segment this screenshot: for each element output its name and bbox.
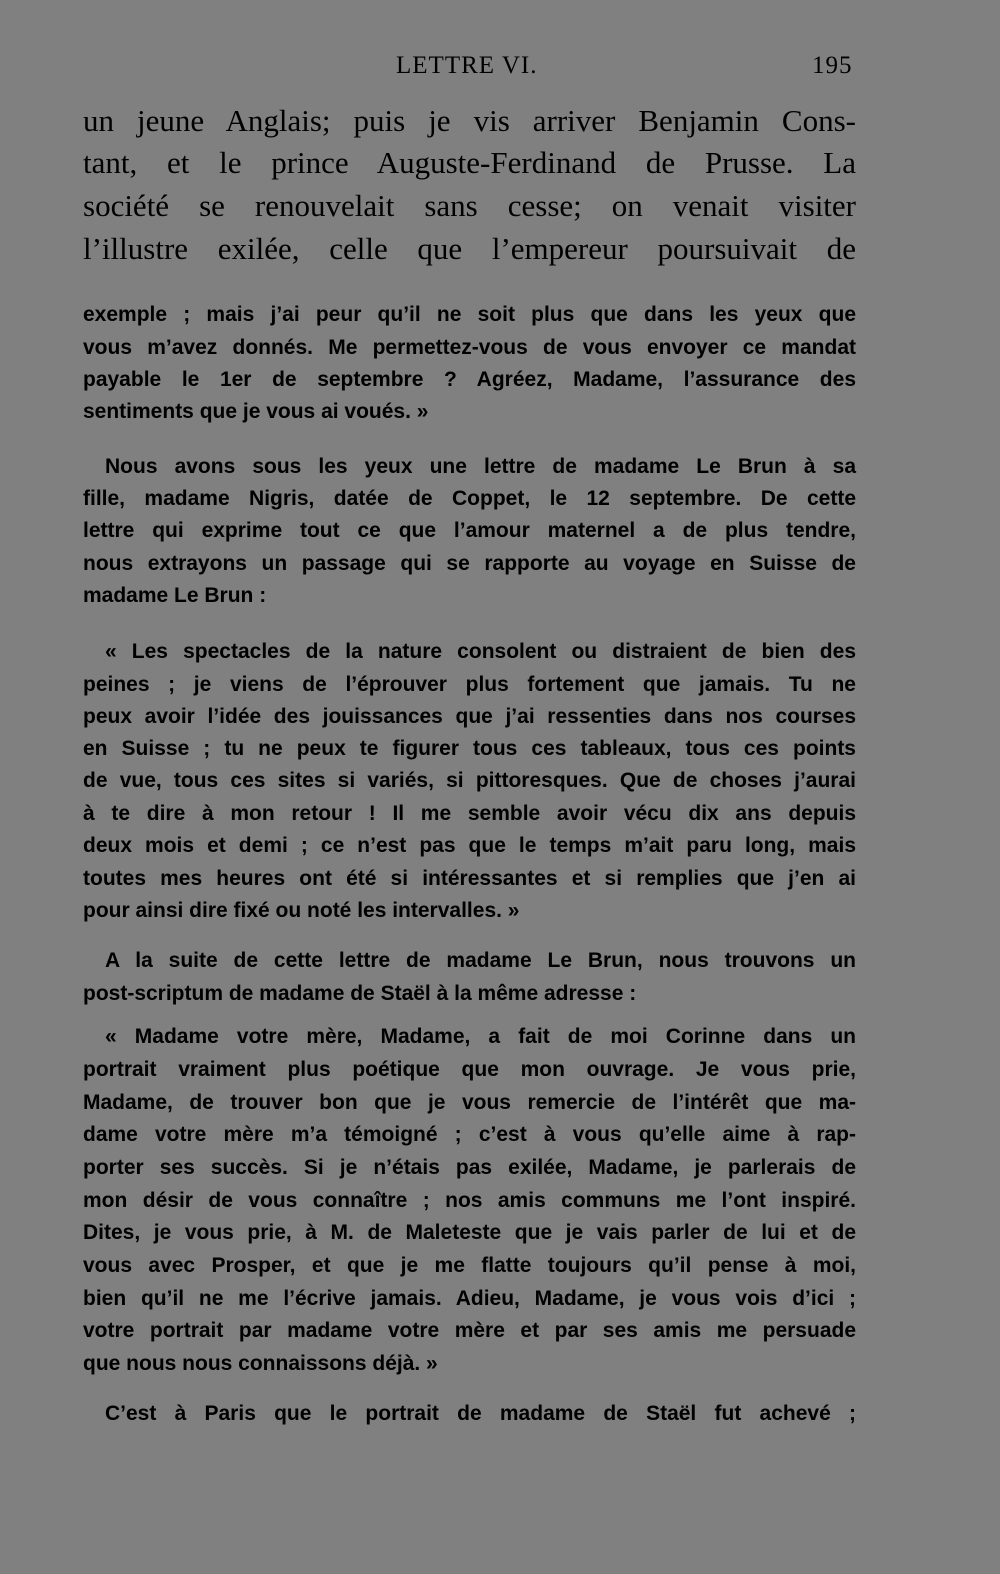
- text-line: madame Le Brun :: [83, 584, 267, 607]
- page-number: 195: [812, 52, 853, 79]
- text-line: fille, madame Nigris, datée de Coppet, le 12 septembre. De cette: [83, 487, 856, 510]
- text-line: pour ainsi dire fixé ou noté les intervalles. »: [83, 899, 520, 922]
- text-line: payable le 1er de septembre ? Agréez, Madame, l’assurance des: [83, 368, 856, 391]
- text-line: dame votre mère m’a témoigné ; c’est à vous qu’elle aime à rap-: [83, 1123, 856, 1146]
- text-line: Madame, de trouver bon que je vous remercie de l’intérêt que ma-: [83, 1091, 856, 1114]
- text-line: peux avoir l’idée des jouissances que j’ai ressenties dans nos courses: [83, 705, 856, 728]
- text-line: C’est à Paris que le portrait de madame de Staël fut achevé ;: [105, 1402, 856, 1425]
- text-line: de vue, tous ces sites si variés, si pittoresques. Que de choses j’aurai: [83, 769, 856, 792]
- text-line: à te dire à mon retour ! Il me semble avoir vécu dix ans depuis: [83, 802, 856, 825]
- text-line: Nous avons sous les yeux une lettre de madame Le Brun à sa: [105, 455, 856, 478]
- text-line: Dites, je vous prie, à M. de Maleteste que je vais parler de lui et de: [83, 1221, 856, 1244]
- text-line: A la suite de cette lettre de madame Le Brun, nous trouvons un: [105, 949, 856, 972]
- text-line: exemple ; mais j’ai peur qu’il ne soit plus que dans les yeux que: [83, 303, 856, 326]
- running-header: [0, 52, 1000, 88]
- text-line: sentiments que je vous ai voués. »: [83, 400, 429, 423]
- text-line: société se renouvelait sans cesse; on venait visiter: [83, 188, 856, 223]
- text-line: « Madame votre mère, Madame, a fait de moi Corinne dans un: [105, 1025, 856, 1048]
- header-title: LETTRE VI.: [396, 52, 538, 79]
- text-line: tant, et le prince Auguste-Ferdinand de Prusse. La: [83, 145, 856, 180]
- text-line: un jeune Anglais; puis je vis arriver Benjamin Cons-: [83, 103, 856, 138]
- text-line: votre portrait par madame votre mère et par ses amis me persuade: [83, 1319, 856, 1342]
- text-line: nous extrayons un passage qui se rapporte au voyage en Suisse de: [83, 552, 856, 575]
- text-line: l’illustre exilée, celle que l’empereur poursuivait de: [83, 231, 856, 266]
- text-line: bien qu’il ne me l’écrive jamais. Adieu, Madame, je vous vois d’ici ;: [83, 1287, 856, 1310]
- text-line: vous m’avez donnés. Me permettez-vous de vous envoyer ce mandat: [83, 336, 856, 359]
- text-line: porter ses succès. Si je n’étais pas exilée, Madame, je parlerais de: [83, 1156, 856, 1179]
- text-line: « Les spectacles de la nature consolent ou distraient de bien des: [105, 640, 856, 663]
- text-line: toutes mes heures ont été si intéressantes et si remplies que j’en ai: [83, 867, 856, 890]
- text-line: post-scriptum de madame de Staël à la même adresse :: [83, 982, 637, 1005]
- text-line: lettre qui exprime tout ce que l’amour maternel a de plus tendre,: [83, 519, 856, 542]
- text-line: mon désir de vous connaître ; nos amis communs me l’ont inspiré.: [83, 1189, 856, 1212]
- text-line: peines ; je viens de l’éprouver plus fortement que jamais. Tu ne: [83, 673, 856, 696]
- text-line: deux mois et demi ; ce n’est pas que le temps m’ait paru long, mais: [83, 834, 856, 857]
- text-line: portrait vraiment plus poétique que mon ouvrage. Je vous prie,: [83, 1058, 856, 1081]
- text-line: en Suisse ; tu ne peux te figurer tous ces tableaux, tous ces points: [83, 737, 856, 760]
- text-line: vous avec Prosper, et que je me flatte toujours qu’il pense à moi,: [83, 1254, 856, 1277]
- text-line: que nous nous connaissons déjà. »: [83, 1352, 438, 1375]
